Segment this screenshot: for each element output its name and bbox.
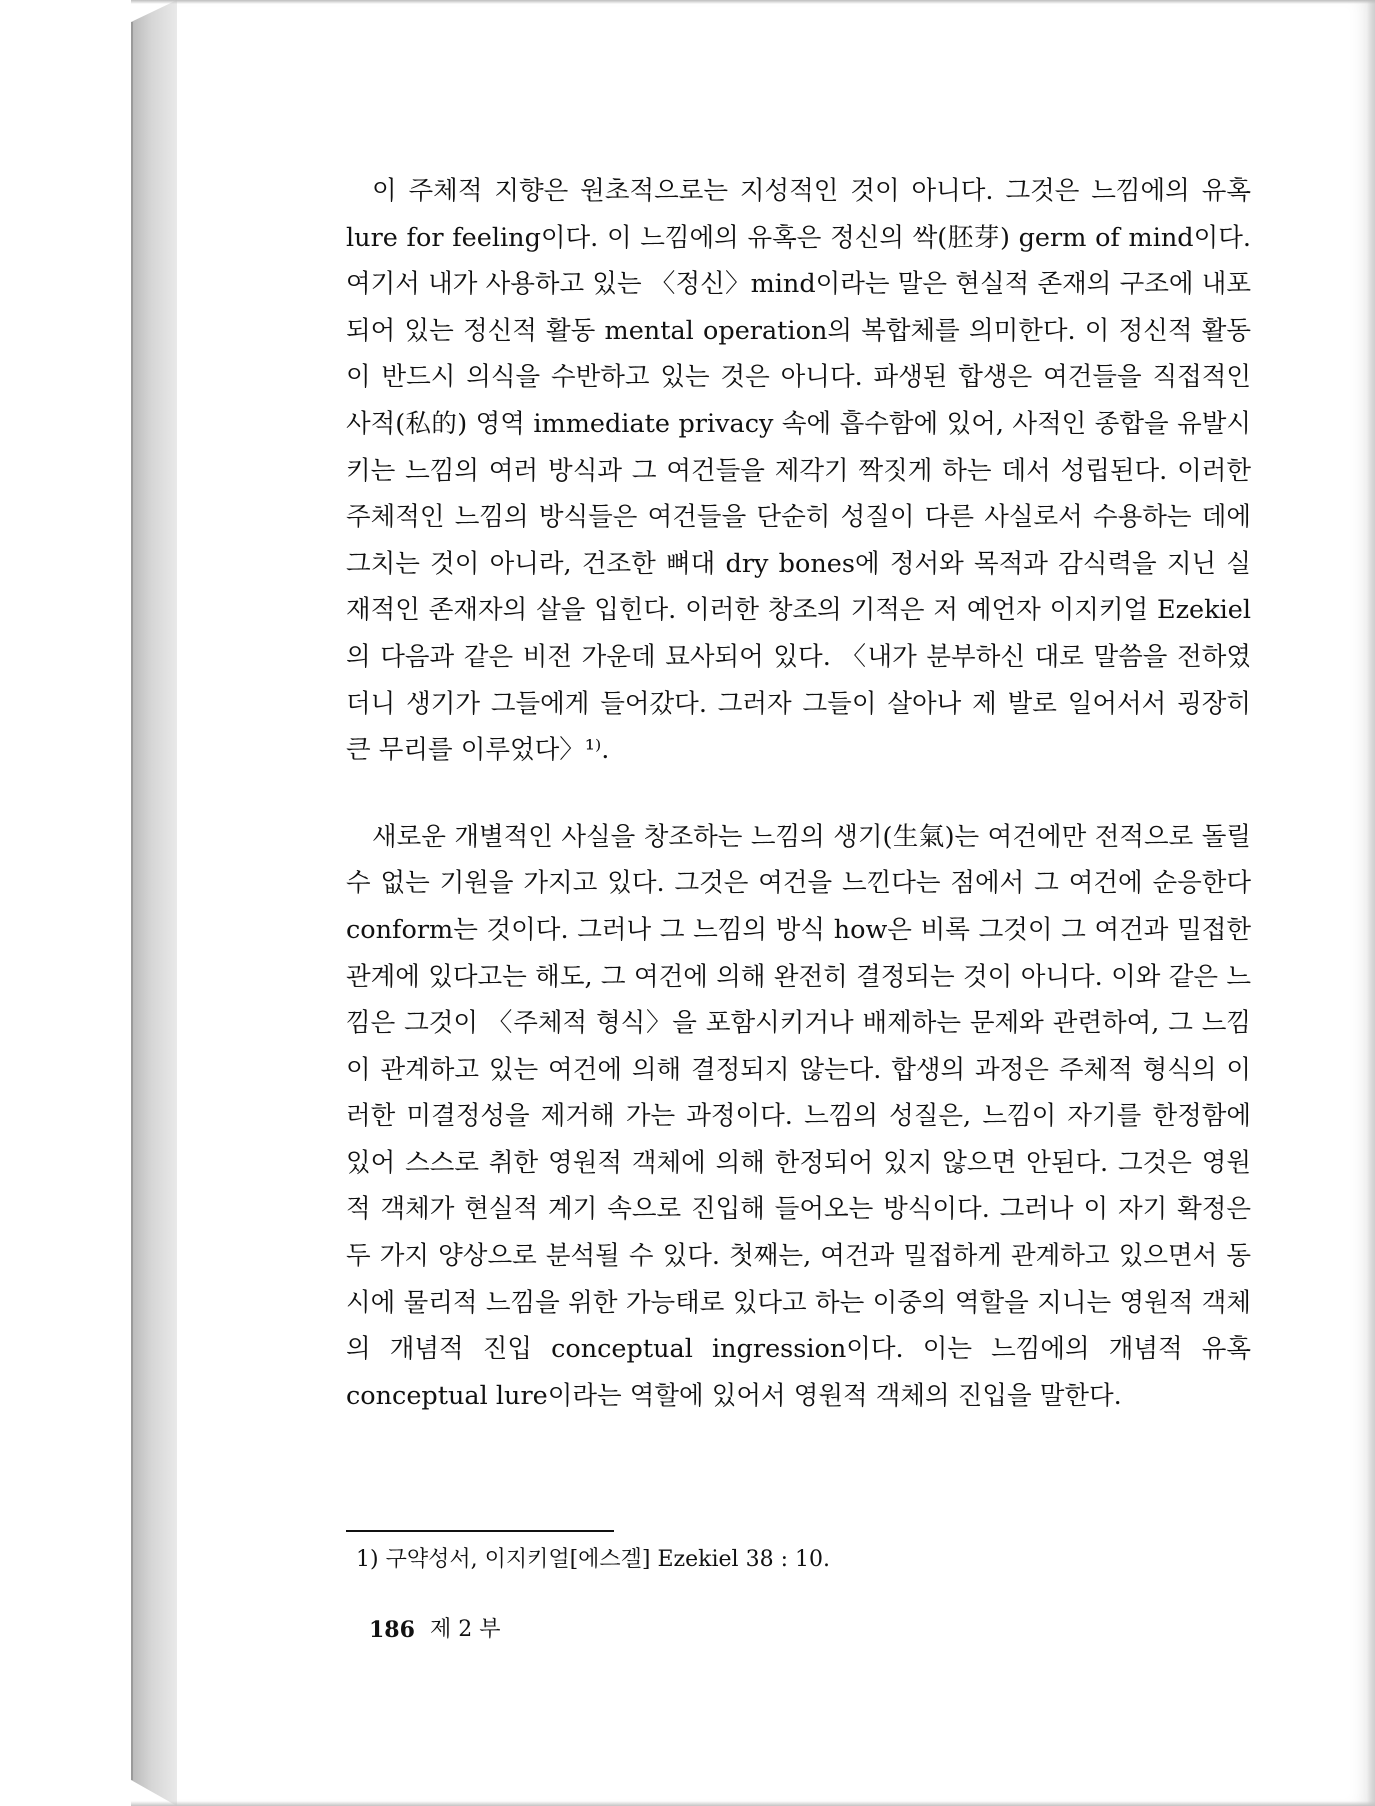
footnote-separator (346, 1530, 614, 1532)
running-footer-part: 제 2 부 (430, 1617, 501, 1642)
page-top-edge (131, 0, 1375, 4)
page-number: 186 (369, 1617, 415, 1643)
page-bottom-edge (131, 1801, 1375, 1806)
page-body (346, 168, 1251, 1419)
body-paragraph-2: 새로운 개별적인 사실을 창조하는 느낌의 생기(生氣)는 여건에만 전적으로 돌릴 수 없는 기원을 가지고 있다. 그것은 여건을 느낀다는 점에서 그 여건에 순응한다 conform는 것이다. 그러나 그 느낌의 방식 how은 비록 그것이 그 여건과 밀접한 관계에 있다고는 해도, 그 여건에 의해 완전히 결정되는 것이 아니다. 이와 같은 느낌은 그것이 〈주체적 형식〉을 포함시키거나 배제하는 문제와 관련하여, 그 느낌이 관계하고 있는 여건에 의해 결정되지 않는다. 합생의 과정은 주체적 형식의 이러한 미결정성을 제거해 가는 과정이다. 느낌의 성질은, 느낌이 자기를 한정함에 있어 스스로 취한 영원적 객체에 의해 한정되어 있지 않으면 안된다. 그것은 영원적 객체가 현실적 계기 속으로 진입해 들어오는 방식이다. 그러나 이 자기 확정은 두 가지 양상으로 분석될 수 있다. 첫째는, 여건과 밀접하게 관계하고 있으면서 동시에 물리적 느낌을 위한 가능태로 있다고 하는 이중의 역할을 지니는 영원적 객체의 개념적 진입 conceptual ingression이다. 이는 느낌에의 개념적 유혹 conceptual lure이라는 역할에 있어서 영원적 객체의 진입을 말한다. (346, 821, 1251, 1411)
book-spine (131, 0, 177, 1806)
book-spine-edge (131, 22, 133, 1780)
body-paragraph-1: 이 주체적 지향은 원초적으로는 지성적인 것이 아니다. 그것은 느낌에의 유혹 lure for feeling이다. 이 느낌에의 유혹은 정신의 싹(胚芽) germ of mind이다. 여기서 내가 사용하고 있는 〈정신〉mind이라는 말은 현실적 존재의 구조에 내포되어 있는 정신적 활동 mental operation의 복합체를 의미한다. 이 정신적 활동이 반드시 의식을 수반하고 있는 것은 아니다. 파생된 합생은 여건들을 직접적인 사적(私的) 영역 immediate privacy 속에 흡수함에 있어, 사적인 종합을 유발시키는 느낌의 여러 방식과 그 여건들을 제각기 짝짓게 하는 데서 성립된다. 이러한 주체적인 느낌의 방식들은 여건들을 단순히 성질이 다른 사실로서 수용하는 데에 그치는 것이 아니라, 건조한 뼈대 dry bones에 정서와 목적과 감식력을 지닌 실재적인 존재자의 살을 입힌다. 이러한 창조의 기적은 저 예언자 이지키얼 Ezekiel의 다음과 같은 비전 가운데 묘사되어 있다. 〈내가 분부하신 대로 말씀을 전하였더니 생기가 그들에게 들어갔다. 그러자 그들이 살아나 제 발로 일어서서 굉장히 큰 무리를 이루었다〉¹⁾. (346, 176, 1251, 766)
footnote: 1) 구약성서, 이지키얼[에스겔] Ezekiel 38 : 10. (356, 1547, 830, 1572)
page-right-edge (1367, 0, 1375, 1806)
